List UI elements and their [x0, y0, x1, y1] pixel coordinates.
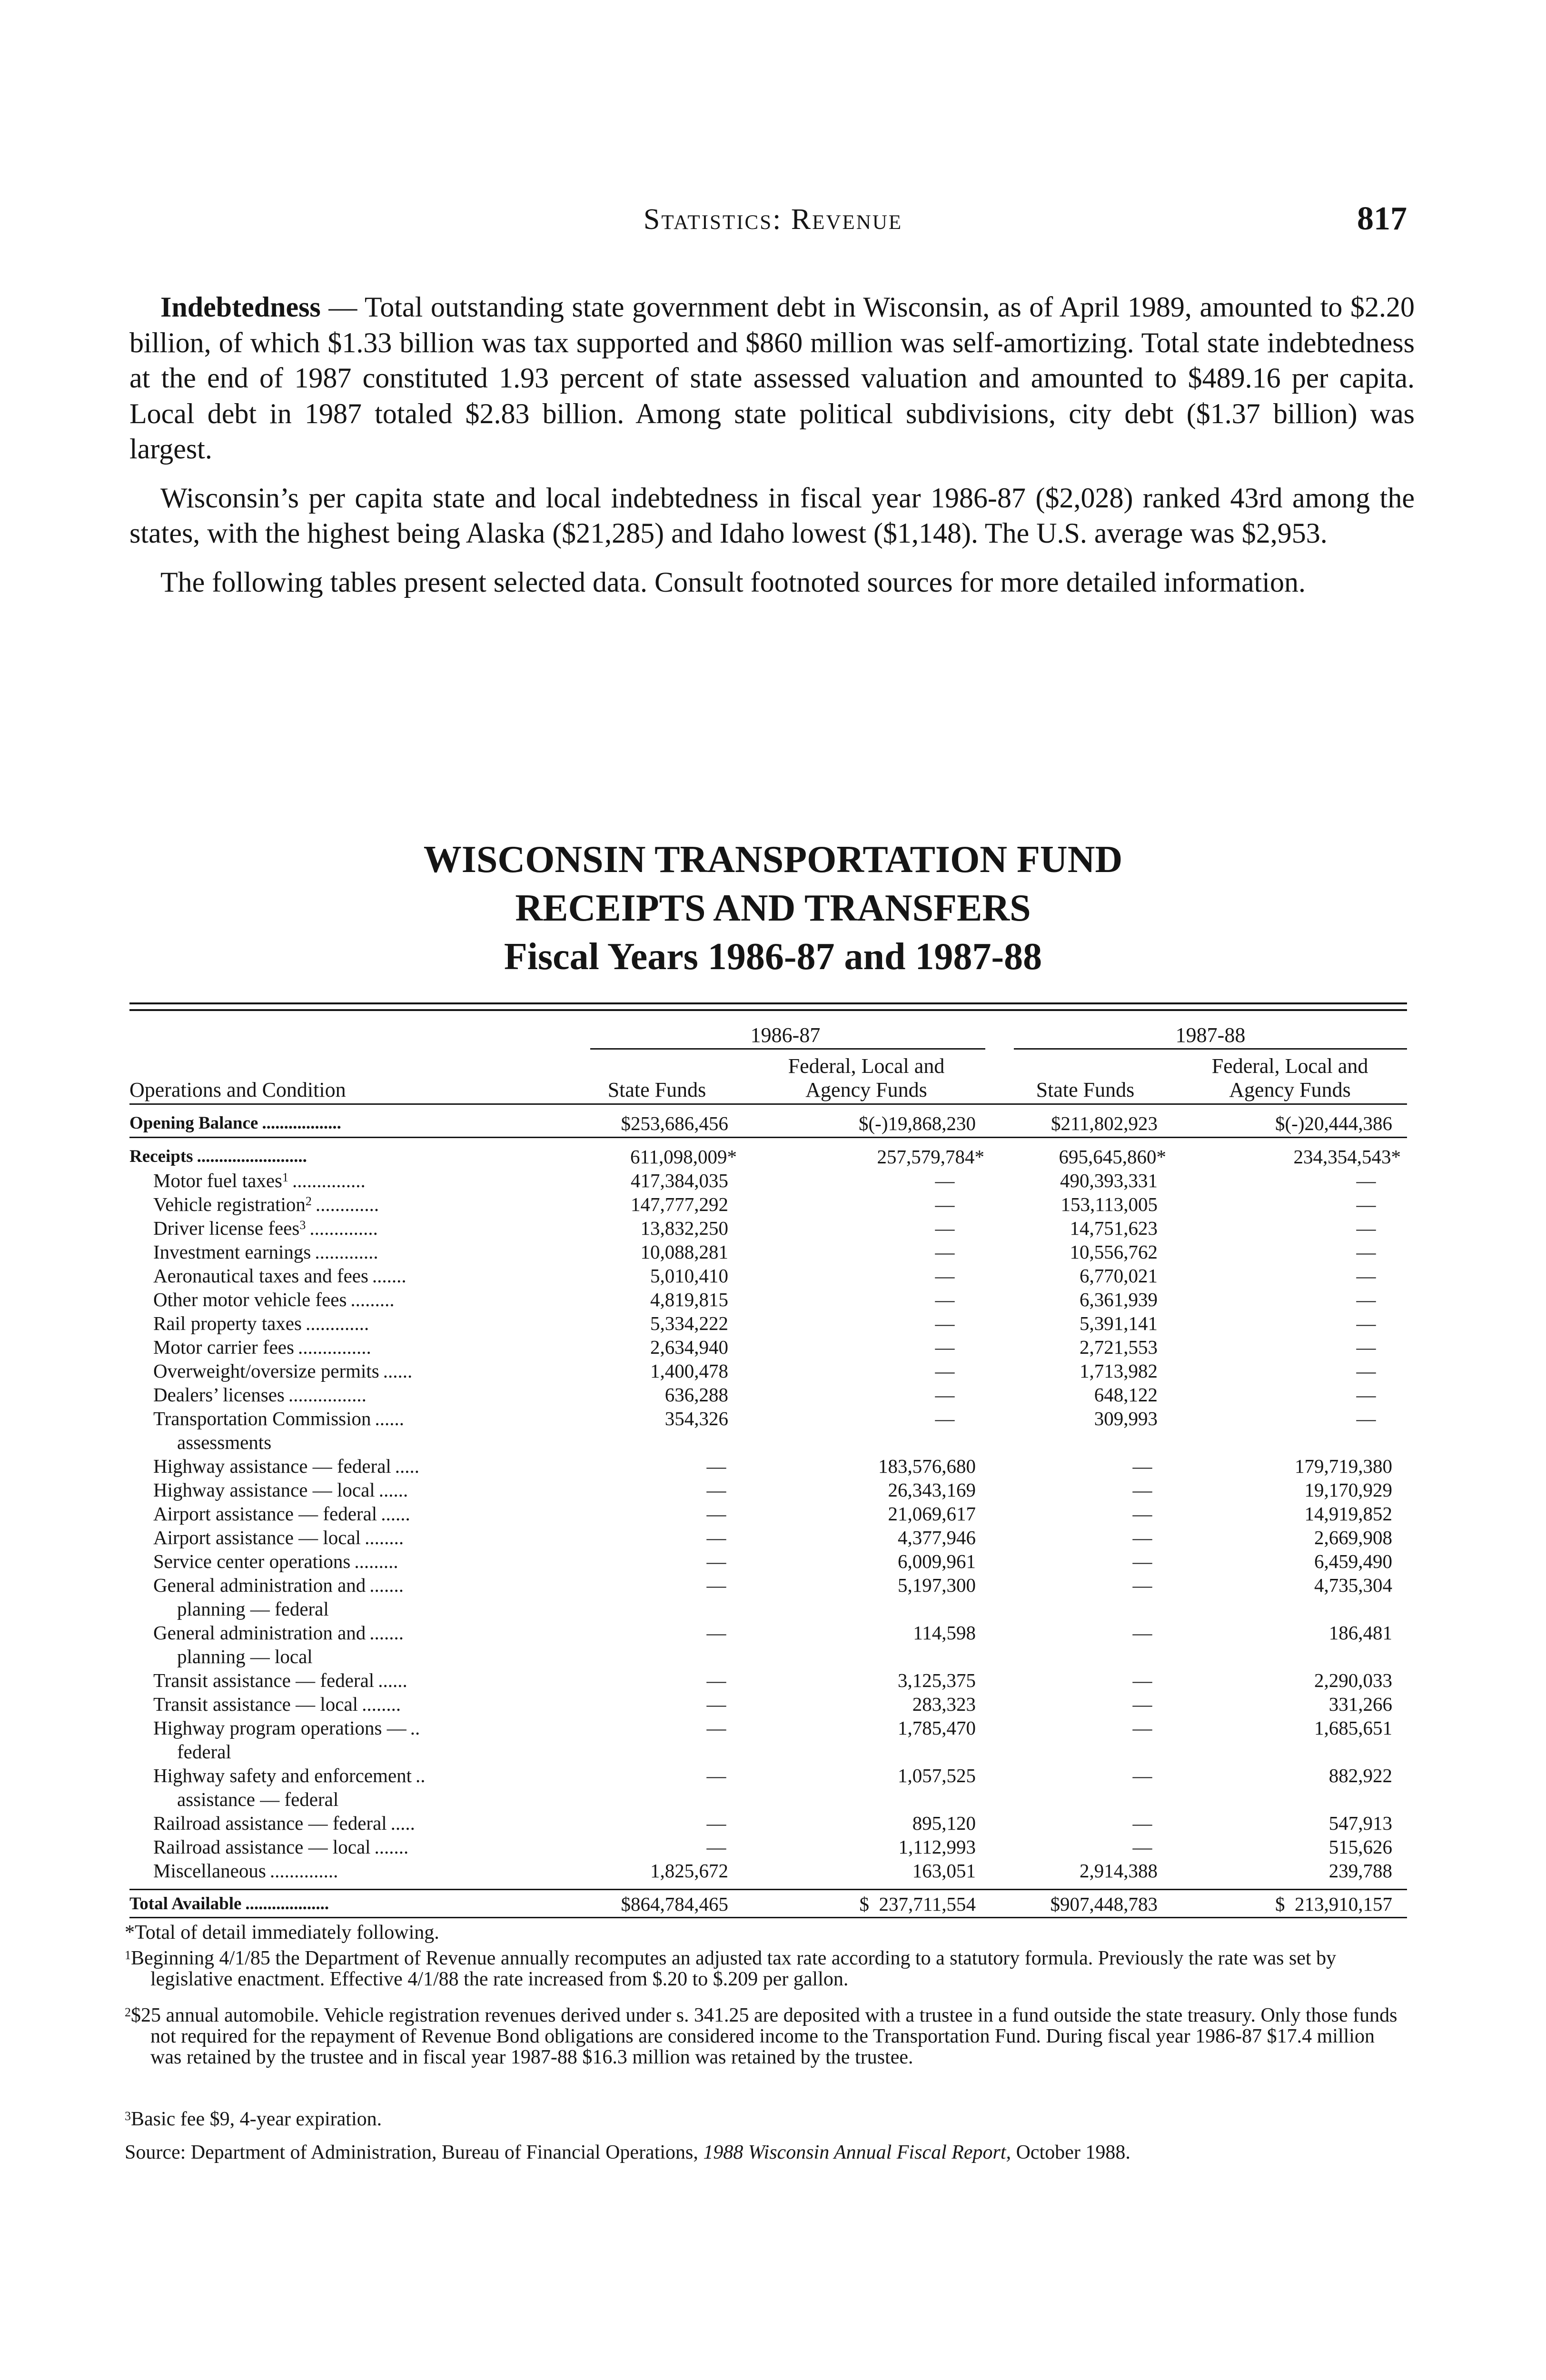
- header-title-text: Statistics: Revenue: [643, 203, 903, 236]
- col-header-federal-1b: Agency Funds: [805, 1078, 927, 1101]
- row-label-text: Overweight/oversize permits: [153, 1360, 379, 1382]
- cell-value-y2s: 2,914,388: [1080, 1860, 1158, 1882]
- cell-value-y1f: 283,323: [912, 1693, 976, 1715]
- cell-value-y2f: 179,719,380: [1295, 1455, 1392, 1477]
- cell-dash-y1s: —: [706, 1574, 726, 1596]
- row-label: [153, 1811, 543, 1835]
- row-label-footnote-mark: 2: [305, 1194, 312, 1208]
- cell-value-y2f: 6,459,490: [1314, 1550, 1392, 1572]
- footnote-2-text: $25 annual automobile. Vehicle registration revenues derived under s. 341.25 are deposited with a trustee in a fund outside the state treasury. Only those funds not required for the repayment of Revenue Bond obligations are considered income to the Transportation Fund. During fiscal year 1986-87 $17.4 million was retained by the trustee and in fiscal year 1987-88 $16.3 million was retained by the trustee.: [131, 2004, 1397, 2068]
- row-label-continuation: assessments: [177, 1431, 272, 1453]
- col-header-state-2: State Funds: [1036, 1078, 1135, 1101]
- cell-dash-y1s: —: [706, 1503, 726, 1525]
- cell-dash-y2s: —: [1132, 1455, 1152, 1477]
- leader-dots: .........: [354, 1550, 398, 1572]
- cell-dash-y2s: —: [1132, 1812, 1152, 1834]
- leader-dots: ..: [410, 1717, 420, 1739]
- footnote-2: [125, 2005, 1410, 2068]
- leader-dots: .....: [390, 1812, 415, 1834]
- cell-dash-y1f: —: [935, 1360, 955, 1382]
- row-label-text: Investment earnings: [153, 1241, 311, 1263]
- row-label: [153, 1454, 543, 1478]
- row-label-text: Rail property taxes: [153, 1312, 302, 1334]
- cell-value-y2s: 10,556,762: [1070, 1241, 1158, 1263]
- row-label: [153, 1764, 543, 1787]
- cell-value-y1s: $253,686,456: [621, 1112, 728, 1134]
- footnote-3-text: Basic fee $9, 4-year expiration.: [131, 2108, 382, 2130]
- cell-value-y2f: 331,266: [1328, 1693, 1392, 1715]
- cell-dash-y2s: —: [1132, 1527, 1152, 1548]
- row-label-footnote-mark: 3: [299, 1218, 306, 1232]
- cell-value-y1f: $(-)19,868,230: [859, 1112, 976, 1134]
- cell-value-y2f: 4,735,304: [1314, 1574, 1392, 1596]
- row-label-text: Other motor vehicle fees: [153, 1289, 347, 1310]
- leader-dots: ......: [383, 1360, 413, 1382]
- row-label-continuation: assistance — federal: [177, 1788, 339, 1810]
- leader-dots: ......: [375, 1408, 405, 1429]
- cell-dash-y1f: —: [935, 1408, 955, 1429]
- row-label-text: Driver license fees: [153, 1217, 300, 1239]
- cell-dash-y2s: —: [1132, 1479, 1152, 1501]
- leader-dots: ..............: [309, 1217, 378, 1239]
- year-1986-87-underline: [590, 1048, 985, 1050]
- source-prefix: Source: Department of Administration, Bureau of Financial Operations,: [125, 2142, 704, 2163]
- row-label: [153, 1692, 543, 1716]
- row-label-text: Dealers’ licenses: [153, 1384, 285, 1406]
- leader-dots: ........: [362, 1693, 401, 1715]
- cell-value-y2f: 2,290,033: [1314, 1669, 1392, 1691]
- cell-value-y2f: 234,354,543*: [1293, 1146, 1401, 1168]
- cell-value-y1s: 4,819,815: [650, 1289, 728, 1310]
- footnote-3: [125, 2109, 1410, 2130]
- row-label-text: Airport assistance — federal: [153, 1503, 377, 1525]
- footnote-1-mark: 1: [125, 1948, 131, 1962]
- cell-dash-y2s: —: [1132, 1503, 1152, 1525]
- leader-dots: ......: [378, 1479, 408, 1501]
- leader-dots: ..............: [269, 1860, 338, 1882]
- cell-dash-y1s: —: [706, 1812, 726, 1834]
- col-header-federal-1a: Federal, Local and: [788, 1054, 945, 1078]
- cell-value-y2s: 309,993: [1094, 1408, 1158, 1429]
- cell-value-y1f: 163,051: [912, 1860, 976, 1882]
- cell-value-y2f: $(-)20,444,386: [1275, 1112, 1392, 1134]
- cell-value-y2s: 6,361,939: [1080, 1289, 1158, 1310]
- footnote-3-mark: 3: [125, 2109, 131, 2123]
- footnote-1: [125, 1948, 1410, 1990]
- cell-dash-y2s: —: [1132, 1622, 1152, 1644]
- cell-dash-y2f: —: [1356, 1312, 1376, 1334]
- leader-dots: ........: [365, 1527, 404, 1548]
- cell-value-y1f: 26,343,169: [888, 1479, 976, 1501]
- cell-dash-y2s: —: [1132, 1574, 1152, 1596]
- cell-value-y1s: 13,832,250: [640, 1217, 728, 1239]
- cell-value-y2f: 19,170,929: [1304, 1479, 1392, 1501]
- cell-dash-y1s: —: [706, 1836, 726, 1858]
- year-1987-88-underline: [1014, 1048, 1407, 1050]
- cell-dash-y2f: —: [1356, 1265, 1376, 1287]
- row-label: [153, 1835, 543, 1859]
- source-title: 1988 Wisconsin Annual Fiscal Report,: [703, 2142, 1011, 2163]
- row-label: [153, 1502, 543, 1526]
- leader-dots: ......: [378, 1669, 407, 1691]
- cell-value-y1s: 5,010,410: [650, 1265, 728, 1287]
- col-header-federal-2a: Federal, Local and: [1211, 1054, 1368, 1078]
- cell-value-y2s: 6,770,021: [1080, 1265, 1158, 1287]
- cell-value-y1s: 417,384,035: [631, 1170, 728, 1191]
- footnote-2-mark: 2: [125, 2005, 131, 2019]
- cell-dash-y1s: —: [706, 1717, 726, 1739]
- cell-value-y2f: 2,669,908: [1314, 1527, 1392, 1548]
- cell-value-y2s: 2,721,553: [1080, 1336, 1158, 1358]
- cell-value-y1f: 183,576,680: [878, 1455, 976, 1477]
- cell-dash-y1s: —: [706, 1693, 726, 1715]
- cell-value-y2s: 153,113,005: [1060, 1193, 1158, 1215]
- leader-dots: ......: [381, 1503, 410, 1525]
- cell-value-y2s: 490,393,331: [1060, 1170, 1158, 1191]
- leader-dots: ...............: [297, 1336, 371, 1358]
- cell-dash-y1s: —: [706, 1669, 726, 1691]
- cell-dash-y1s: —: [706, 1550, 726, 1572]
- row-label-text: Aeronautical taxes and fees: [153, 1265, 368, 1287]
- leader-dots: .........................: [197, 1147, 307, 1166]
- footnote-1-text: Beginning 4/1/85 the Department of Revenue annually recomputes an adjusted tax rate according to a statutory formula. Previously the rate was set by legislative enactment. Effective 4/1/88 the rate increased from $.20 to $.209 per gallon.: [131, 1947, 1337, 1990]
- row-label: [153, 1478, 543, 1502]
- cell-value-y1f: 114,598: [913, 1622, 976, 1644]
- cell-value-y2s: $907,448,783: [1050, 1893, 1158, 1915]
- cell-value-y2s: 648,122: [1094, 1384, 1158, 1406]
- row-label-text: General administration and: [153, 1574, 366, 1596]
- footnote-star: *Total of detail immediately following.: [125, 1922, 439, 1944]
- year-1986-87-header: 1986-87: [750, 1023, 821, 1047]
- cell-value-y1f: 21,069,617: [888, 1503, 976, 1525]
- row-label: [153, 1526, 543, 1549]
- row-label-footnote-mark: 1: [282, 1170, 288, 1184]
- cell-value-y1f: 1,057,525: [898, 1765, 976, 1786]
- cell-dash-y2f: —: [1356, 1241, 1376, 1263]
- row-label-text: Motor fuel taxes: [153, 1170, 282, 1191]
- cell-dash-y1f: —: [935, 1217, 955, 1239]
- table-title-line-3: Fiscal Years 1986-87 and 1987-88: [504, 936, 1042, 978]
- cell-value-y2s: 5,391,141: [1080, 1312, 1158, 1334]
- cell-value-y1f: 257,579,784*: [877, 1146, 984, 1168]
- leader-dots: ..................: [262, 1113, 341, 1133]
- cell-dash-y2f: —: [1356, 1170, 1376, 1191]
- cell-dash-y1f: —: [935, 1170, 955, 1191]
- footnote-source: [125, 2142, 1410, 2163]
- cell-dash-y2s: —: [1132, 1717, 1152, 1739]
- row-label-text: Opening Balance: [129, 1113, 258, 1133]
- paragraph-lead: Indebtedness: [160, 291, 321, 323]
- row-label-continuation: planning — local: [177, 1646, 313, 1667]
- cell-dash-y2s: —: [1132, 1550, 1152, 1572]
- cell-value-y2f: 547,913: [1328, 1812, 1392, 1834]
- cell-dash-y1f: —: [935, 1289, 955, 1310]
- row-label-text: Transit assistance — federal: [153, 1669, 375, 1691]
- cell-value-y2f: 882,922: [1328, 1765, 1392, 1786]
- opening-balance-rule: [129, 1137, 1407, 1138]
- cell-dash-y2s: —: [1132, 1836, 1152, 1858]
- leader-dots: ................: [288, 1384, 367, 1406]
- row-label-text: Transportation Commission: [153, 1408, 371, 1429]
- leader-dots: ..: [416, 1765, 426, 1786]
- table-title: [0, 835, 1546, 981]
- cell-value-y1f: 6,009,961: [898, 1550, 976, 1572]
- row-label-text: Railroad assistance — federal: [153, 1812, 387, 1834]
- table-title-line-1: WISCONSIN TRANSPORTATION FUND: [423, 839, 1123, 881]
- row-label: [153, 1716, 543, 1740]
- cell-value-y1s: 1,400,478: [650, 1360, 728, 1382]
- cell-value-y2f: $ 213,910,157: [1275, 1893, 1392, 1915]
- row-label-text: Highway safety and enforcement: [153, 1765, 412, 1786]
- row-label-text: Highway program operations —: [153, 1717, 406, 1739]
- row-label-text: Service center operations: [153, 1550, 351, 1572]
- cell-value-y1f: 4,377,946: [898, 1527, 976, 1548]
- row-label-text: Transit assistance — local: [153, 1693, 358, 1715]
- cell-value-y1f: 1,112,993: [898, 1836, 976, 1858]
- cell-value-y1f: 5,197,300: [898, 1574, 976, 1596]
- leader-dots: .............: [315, 1193, 379, 1215]
- paragraph-text: — Total outstanding state government debt in Wisconsin, as of April 1989, amounted to $2.20 billion, of which $1.33 billion was tax supported and $860 million was self-amortizing. Total state indebtedness at the end of 1987 constituted 1.93 percent of state assessed valuation and amounted to $489.16 per capita. Local debt in 1987 totaled $2.83 billion. Among state political subdivisions, city debt ($1.37 billion) was largest.: [129, 291, 1415, 465]
- cell-value-y2f: 186,481: [1328, 1622, 1392, 1644]
- cell-dash-y2f: —: [1356, 1360, 1376, 1382]
- cell-value-y1s: 5,334,222: [650, 1312, 728, 1334]
- row-label-text: Motor carrier fees: [153, 1336, 294, 1358]
- cell-value-y1s: 354,326: [664, 1408, 728, 1429]
- row-label-text: Highway assistance — local: [153, 1479, 375, 1501]
- cell-value-y1s: 1,825,672: [650, 1860, 728, 1882]
- leader-dots: .....: [395, 1455, 420, 1477]
- cell-value-y2f: 239,788: [1328, 1860, 1392, 1882]
- cell-dash-y1f: —: [935, 1265, 955, 1287]
- cell-value-y2f: 515,626: [1328, 1836, 1392, 1858]
- cell-dash-y1s: —: [706, 1479, 726, 1501]
- source-suffix: October 1988.: [1011, 2142, 1130, 2163]
- cell-dash-y1f: —: [935, 1336, 955, 1358]
- cell-dash-y2f: —: [1356, 1384, 1376, 1406]
- cell-value-y1s: $864,784,465: [621, 1893, 728, 1915]
- cell-value-y2f: 1,685,651: [1314, 1717, 1392, 1739]
- cell-value-y1f: 3,125,375: [898, 1669, 976, 1691]
- row-label-text: Highway assistance — federal: [153, 1455, 391, 1477]
- leader-dots: .......: [369, 1622, 404, 1644]
- row-label: [153, 1549, 543, 1573]
- header-bottom-rule: [129, 1103, 1407, 1105]
- row-label-text: Miscellaneous: [153, 1860, 266, 1882]
- table-bottom-rule: [129, 1917, 1407, 1918]
- row-label-text: Receipts: [129, 1147, 193, 1166]
- cell-dash-y2f: —: [1356, 1289, 1376, 1310]
- row-label: [153, 1573, 543, 1597]
- leader-dots: .......: [372, 1265, 406, 1287]
- cell-dash-y1s: —: [706, 1527, 726, 1548]
- prose-section: [129, 289, 1415, 613]
- cell-dash-y2f: —: [1356, 1217, 1376, 1239]
- cell-dash-y1s: —: [706, 1455, 726, 1477]
- year-1987-88-header: 1987-88: [1175, 1023, 1246, 1047]
- col-header-federal-2b: Agency Funds: [1229, 1078, 1351, 1101]
- cell-value-y1s: 636,288: [664, 1384, 728, 1406]
- leader-dots: .........: [350, 1289, 395, 1310]
- row-label-continuation: planning — federal: [177, 1598, 329, 1620]
- cell-dash-y2f: —: [1356, 1408, 1376, 1429]
- total-available-rule: [129, 1889, 1407, 1890]
- leader-dots: .......: [369, 1574, 404, 1596]
- cell-value-y1s: 147,777,292: [631, 1193, 728, 1215]
- page-number: 817: [1357, 200, 1407, 237]
- row-label-text: General administration and: [153, 1622, 366, 1644]
- cell-dash-y2s: —: [1132, 1765, 1152, 1786]
- cell-dash-y1f: —: [935, 1193, 955, 1215]
- cell-value-y1s: 611,098,009*: [630, 1146, 737, 1168]
- cell-dash-y1s: —: [706, 1765, 726, 1786]
- cell-value-y2s: $211,802,923: [1051, 1112, 1158, 1134]
- table-title-line-2: RECEIPTS AND TRANSFERS: [515, 887, 1031, 929]
- cell-dash-y2f: —: [1356, 1193, 1376, 1215]
- cell-dash-y1s: —: [706, 1622, 726, 1644]
- cell-value-y1s: 10,088,281: [640, 1241, 728, 1263]
- table-top-rule-1: [129, 1002, 1407, 1004]
- cell-dash-y2f: —: [1356, 1336, 1376, 1358]
- leader-dots: .......: [374, 1836, 409, 1858]
- leader-dots: .............: [305, 1312, 369, 1334]
- row-label-text: Total Available: [129, 1894, 242, 1914]
- row-label: [153, 1668, 543, 1692]
- cell-dash-y1f: —: [935, 1312, 955, 1334]
- page-header-title: [0, 205, 1546, 234]
- paragraph-indebtedness: [129, 289, 1415, 467]
- cell-value-y1f: $ 237,711,554: [859, 1893, 976, 1915]
- cell-dash-y2s: —: [1132, 1669, 1152, 1691]
- leader-dots: ...............: [292, 1170, 366, 1191]
- cell-dash-y2s: —: [1132, 1693, 1152, 1715]
- row-label-continuation: federal: [177, 1741, 231, 1763]
- row-label-text: Railroad assistance — local: [153, 1836, 371, 1858]
- paragraph-per-capita: Wisconsin’s per capita state and local indebtedness in fiscal year 1986-87 ($2,028) ranked 43rd among the states, with the highest being Alaska ($21,285) and Idaho lowest ($1,148). The U.S. average was $2,953.: [129, 482, 1415, 549]
- col-header-operations: Operations and Condition: [129, 1078, 346, 1101]
- cell-value-y2s: 695,645,860*: [1059, 1146, 1166, 1168]
- cell-value-y2s: 14,751,623: [1070, 1217, 1158, 1239]
- col-header-state-1: State Funds: [607, 1078, 706, 1101]
- cell-value-y2s: 1,713,982: [1080, 1360, 1158, 1382]
- cell-value-y1f: 1,785,470: [898, 1717, 976, 1739]
- leader-dots: .............: [315, 1241, 378, 1263]
- row-label-text: Vehicle registration: [153, 1193, 306, 1215]
- table-top-rule-2: [129, 1009, 1407, 1011]
- paragraph-following-tables: The following tables present selected data. Consult footnoted sources for more detailed information.: [160, 566, 1306, 598]
- cell-value-y1s: 2,634,940: [650, 1336, 728, 1358]
- leader-dots: ...................: [245, 1894, 329, 1914]
- cell-value-y1f: 895,120: [912, 1812, 976, 1834]
- row-label: [153, 1621, 543, 1645]
- cell-value-y2f: 14,919,852: [1304, 1503, 1392, 1525]
- cell-dash-y1f: —: [935, 1384, 955, 1406]
- row-label-text: Airport assistance — local: [153, 1527, 361, 1548]
- cell-dash-y1f: —: [935, 1241, 955, 1263]
